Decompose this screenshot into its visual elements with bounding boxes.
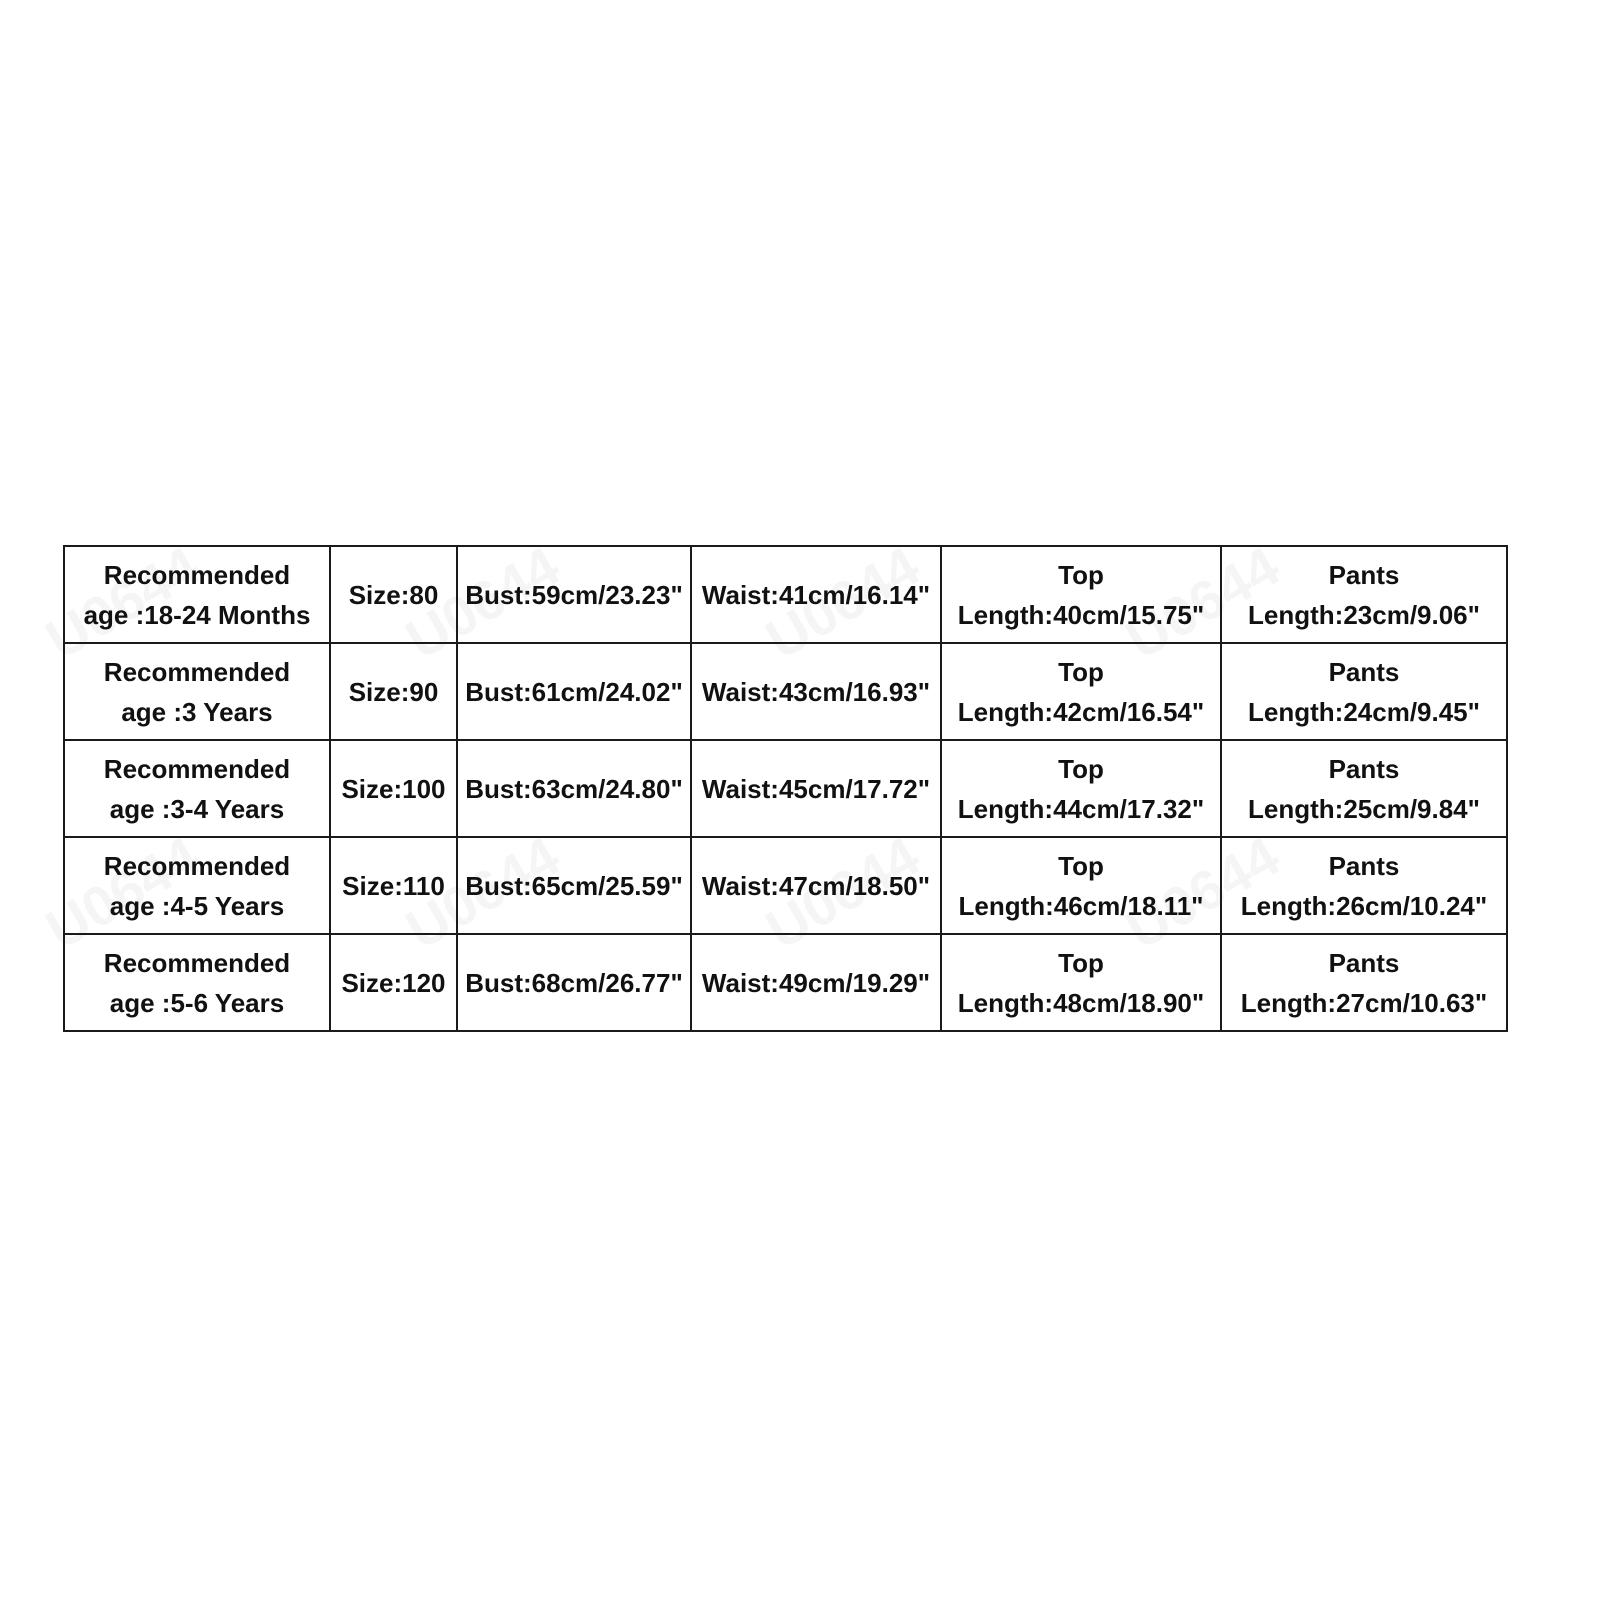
bust-cell: Bust:61cm/24.02"	[457, 643, 691, 740]
size-cell: Size:100	[330, 740, 457, 837]
age-cell: Recommended age :3 Years	[64, 643, 330, 740]
table-row	[64, 837, 1507, 934]
age-cell: Recommended age :3-4 Years	[64, 740, 330, 837]
bust-cell: Bust:68cm/26.77"	[457, 934, 691, 1031]
pants-length-cell: Pants Length:24cm/9.45"	[1221, 643, 1507, 740]
waist-cell: Waist:43cm/16.93"	[691, 643, 941, 740]
waist-cell: Waist:45cm/17.72"	[691, 740, 941, 837]
size-cell: Size:80	[330, 546, 457, 643]
size-cell: Size:110	[330, 837, 457, 934]
age-cell: Recommended age :5-6 Years	[64, 934, 330, 1031]
size-cell: Size:90	[330, 643, 457, 740]
waist-cell: Waist:47cm/18.50"	[691, 837, 941, 934]
pants-length-cell: Pants Length:23cm/9.06"	[1221, 546, 1507, 643]
size-cell: Size:120	[330, 934, 457, 1031]
bust-cell: Bust:63cm/24.80"	[457, 740, 691, 837]
table-row	[64, 643, 1507, 740]
bust-cell: Bust:59cm/23.23"	[457, 546, 691, 643]
age-cell: Recommended age :4-5 Years	[64, 837, 330, 934]
bust-cell: Bust:65cm/25.59"	[457, 837, 691, 934]
top-length-cell: Top Length:46cm/18.11"	[941, 837, 1221, 934]
pants-length-cell: Pants Length:25cm/9.84"	[1221, 740, 1507, 837]
table-row	[64, 740, 1507, 837]
waist-cell: Waist:49cm/19.29"	[691, 934, 941, 1031]
table-row	[64, 546, 1507, 643]
top-length-cell: Top Length:44cm/17.32"	[941, 740, 1221, 837]
top-length-cell: Top Length:40cm/15.75"	[941, 546, 1221, 643]
top-length-cell: Top Length:48cm/18.90"	[941, 934, 1221, 1031]
waist-cell: Waist:41cm/16.14"	[691, 546, 941, 643]
top-length-cell: Top Length:42cm/16.54"	[941, 643, 1221, 740]
table-row	[64, 934, 1507, 1031]
pants-length-cell: Pants Length:27cm/10.63"	[1221, 934, 1507, 1031]
size-chart-table	[63, 545, 1508, 1032]
pants-length-cell: Pants Length:26cm/10.24"	[1221, 837, 1507, 934]
age-cell: Recommended age :18-24 Months	[64, 546, 330, 643]
